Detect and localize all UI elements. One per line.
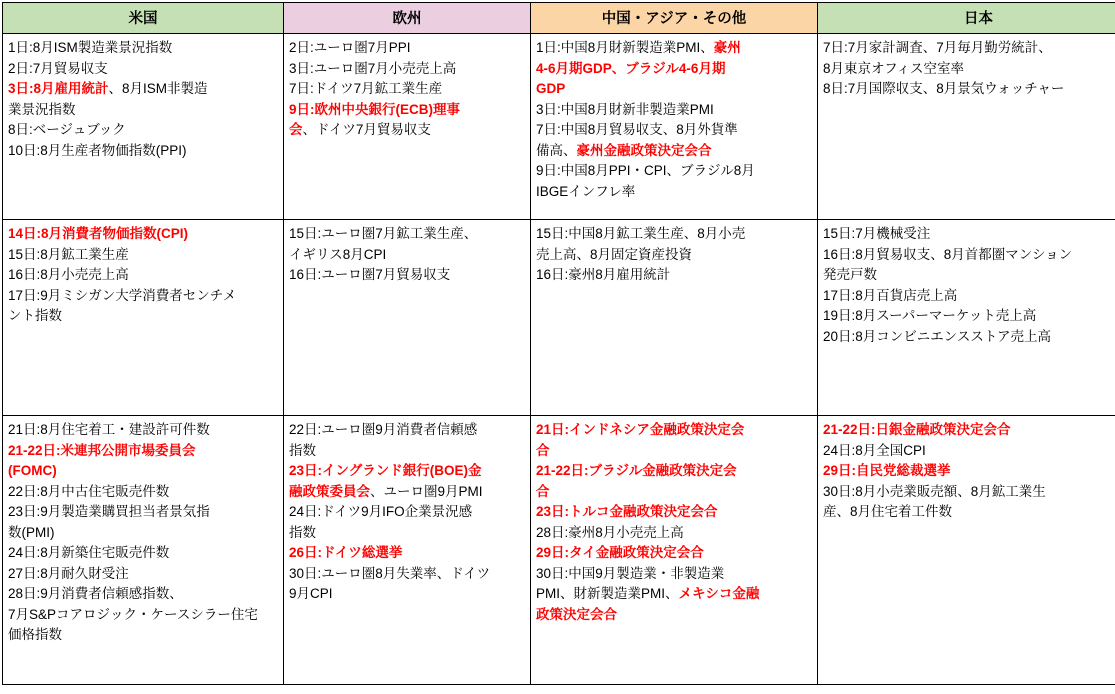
event-line [536,420,812,441]
event-text: 発売戸数 [823,267,877,282]
event-text-highlighted: 21-22日:日銀金融政策決定会合 [823,422,1011,437]
event-line [536,120,812,141]
event-line [536,100,812,121]
event-text: 、ユーロ圏9月PMI [370,484,483,499]
event-line [289,38,525,59]
event-line [8,564,278,585]
event-line [8,286,278,307]
table-body [3,34,1115,685]
event-line [289,100,525,121]
event-line [536,584,812,605]
event-text: 指数 [289,443,316,458]
event-line [536,543,812,564]
event-line [289,461,525,482]
event-text: 15日:7月機械受注 [823,226,930,241]
cell-jp-week3 [818,416,1115,685]
table-row [3,416,1115,685]
table-row [3,34,1115,220]
event-text: 21日:8月住宅着工・建設許可件数 [8,422,210,437]
event-text: 16日:8月貿易収支、8月首都圏マンション [823,247,1072,262]
event-line [289,245,525,266]
event-line [823,245,1115,266]
event-line [8,120,278,141]
event-text-highlighted: 会 [289,122,303,137]
event-line [289,265,525,286]
event-line [8,482,278,503]
event-text: 16日:ユーロ圏7月貿易収支 [289,267,450,282]
event-text-highlighted: 23日:トルコ金融政策決定会合 [536,504,718,519]
event-line [536,482,812,503]
event-line [536,182,812,203]
event-line [536,38,812,59]
event-line [536,79,812,100]
event-line [289,502,525,523]
event-line [289,59,525,80]
event-line [536,461,812,482]
column-header-jp: 日本 [818,3,1115,34]
event-line [823,482,1115,503]
event-text: 24日:8月新築住宅販売件数 [8,545,169,560]
event-text: 8月東京オフィス空室率 [823,61,964,76]
cell-eu-week3 [284,416,531,685]
cell-asia-week3 [531,416,818,685]
event-line [536,245,812,266]
event-text-highlighted: 23日:イングランド銀行(BOE)金 [289,463,482,478]
event-text-highlighted: 29日:タイ金融政策決定会合 [536,545,704,560]
event-text: 30日:中国9月製造業・非製造業 [536,566,724,581]
cell-eu-week2 [284,220,531,416]
event-line [8,79,278,100]
event-text-highlighted: 21日:インドネシア金融政策決定会 [536,422,744,437]
column-header-asia: 中国・アジア・その他 [531,3,818,34]
event-text: 数(PMI) [8,525,55,540]
event-text: 27日:8月耐久財受注 [8,566,129,581]
table-header-row [3,3,1115,34]
event-line [823,265,1115,286]
economic-calendar-table [2,2,1115,685]
event-line [8,306,278,327]
event-text: 2日:ユーロ圏7月PPI [289,40,411,55]
event-line [823,224,1115,245]
event-line [8,59,278,80]
event-text: 24日:8月全国CPI [823,443,926,458]
event-line [289,79,525,100]
event-line [536,605,812,626]
event-text-highlighted: GDP [536,81,565,96]
event-line [536,59,812,80]
cell-jp-week2 [818,220,1115,416]
column-header-us: 米国 [3,3,284,34]
event-line [289,482,525,503]
event-line [536,502,812,523]
event-line [8,543,278,564]
event-text-highlighted: 豪州 [714,40,741,55]
event-text: ント指数 [8,308,62,323]
event-line [8,523,278,544]
cell-eu-week1 [284,34,531,220]
event-text-highlighted: 21-22日:ブラジル金融政策決定会 [536,463,737,478]
event-text: 7日:7月家計調査、7月毎月勤労統計、 [823,40,1052,55]
cell-asia-week1 [531,34,818,220]
event-line [823,59,1115,80]
event-line [289,564,525,585]
event-text: 7月S&Pコアロジック・ケースシラー住宅 [8,607,258,622]
event-line [536,564,812,585]
event-text: 産、8月住宅着工件数 [823,504,952,519]
event-line [8,605,278,626]
event-line [289,120,525,141]
event-line [289,441,525,462]
event-text: 業景況指数 [8,102,76,117]
event-text-highlighted: 合 [536,484,550,499]
event-line [8,441,278,462]
cell-us-week2 [3,220,284,416]
event-line [536,523,812,544]
cell-asia-week2 [531,220,818,416]
event-line [8,420,278,441]
event-text: 17日:8月百貨店売上高 [823,288,957,303]
event-text-highlighted: 豪州金融政策決定会合 [577,143,712,158]
event-text: 備高、 [536,143,577,158]
event-text: 19日:8月スーパーマーケット売上高 [823,308,1036,323]
event-line [536,441,812,462]
column-header-eu: 欧州 [284,3,531,34]
event-line [289,543,525,564]
event-text: 17日:9月ミシガン大学消費者センチメ [8,288,236,303]
event-text: 10日:8月生産者物価指数(PPI) [8,143,187,158]
event-text-highlighted: メキシコ金融 [679,586,760,601]
event-line [8,265,278,286]
cell-us-week3 [3,416,284,685]
event-text: イギリス8月CPI [289,247,386,262]
event-line [536,141,812,162]
event-line [8,625,278,646]
event-text: 1日:中国8月財新製造業PMI、 [536,40,714,55]
event-text: 価格指数 [8,627,62,642]
event-text: 8日:7月国際収支、8月景気ウォッチャー [823,81,1064,96]
cell-jp-week1 [818,34,1115,220]
event-text: 7日:ドイツ7月鉱工業生産 [289,81,442,96]
event-text-highlighted: 融政策委員会 [289,484,370,499]
event-text: IBGEインフレ率 [536,184,635,199]
event-text: 23日:9月製造業購買担当者景気指 [8,504,210,519]
event-text: 22日:8月中古住宅販売件数 [8,484,169,499]
event-text-highlighted: 9日:欧州中央銀行(ECB)理事 [289,102,460,117]
event-line [823,461,1115,482]
event-text-highlighted: 29日:自民党総裁選挙 [823,463,951,478]
event-text: 、ドイツ7月貿易収支 [303,122,431,137]
event-text: 8日:ベージュブック [8,122,126,137]
event-line [823,420,1115,441]
event-text: 9月CPI [289,586,333,601]
event-text: 15日:中国8月鉱工業生産、8月小売 [536,226,745,241]
event-text: 3日:中国8月財新非製造業PMI [536,102,714,117]
event-line [289,224,525,245]
event-line [536,265,812,286]
event-line [8,100,278,121]
event-text: 16日:8月小売売上高 [8,267,129,282]
event-line [823,327,1115,348]
event-text: 1日:8月ISM製造業景況指数 [8,40,172,55]
event-line [289,523,525,544]
event-text: 売上高、8月固定資産投資 [536,247,692,262]
event-text: 30日:8月小売業販売額、8月鉱工業生 [823,484,1046,499]
event-text-highlighted: 政策決定会合 [536,607,617,622]
event-line [823,306,1115,327]
event-text-highlighted: (FOMC) [8,463,57,478]
event-line [8,584,278,605]
event-text: 15日:8月鉱工業生産 [8,247,129,262]
event-text-highlighted: 4-6月期GDP、ブラジル4-6月期 [536,61,725,76]
event-text: 28日:9月消費者信頼感指数、 [8,586,183,601]
event-text: 24日:ドイツ9月IFO企業景況感 [289,504,472,519]
event-text-highlighted: 14日:8月消費者物価指数(CPI) [8,226,188,241]
event-line [8,224,278,245]
event-line [823,38,1115,59]
event-text: 20日:8月コンビニエンスストア売上高 [823,329,1051,344]
event-line [289,420,525,441]
event-line [8,245,278,266]
event-line [536,161,812,182]
event-text-highlighted: 3日:8月雇用統計 [8,81,109,96]
event-text-highlighted: 21-22日:米連邦公開市場委員会 [8,443,196,458]
event-text: 、8月ISM非製造 [109,81,208,96]
event-line [8,461,278,482]
event-line [536,224,812,245]
event-text: 30日:ユーロ圏8月失業率、ドイツ [289,566,490,581]
table-row [3,220,1115,416]
event-text: 指数 [289,525,316,540]
event-text: 16日:豪州8月雇用統計 [536,267,670,282]
cell-us-week1 [3,34,284,220]
event-text: 15日:ユーロ圏7月鉱工業生産、 [289,226,477,241]
event-text: 22日:ユーロ圏9月消費者信頼感 [289,422,477,437]
event-line [823,502,1115,523]
event-line [8,38,278,59]
event-text: 9日:中国8月PPI・CPI、ブラジル8月 [536,163,755,178]
event-line [8,502,278,523]
event-line [8,141,278,162]
event-text: 28日:豪州8月小売売上高 [536,525,684,540]
event-text: 7日:中国8月貿易収支、8月外貨準 [536,122,738,137]
event-text: PMI、財新製造業PMI、 [536,586,679,601]
event-line [289,584,525,605]
event-text-highlighted: 合 [536,443,550,458]
event-line [823,441,1115,462]
event-line [823,286,1115,307]
event-text: 2日:7月貿易収支 [8,61,108,76]
event-text: 3日:ユーロ圏7月小売売上高 [289,61,456,76]
event-line [823,79,1115,100]
event-text-highlighted: 26日:ドイツ総選挙 [289,545,402,560]
